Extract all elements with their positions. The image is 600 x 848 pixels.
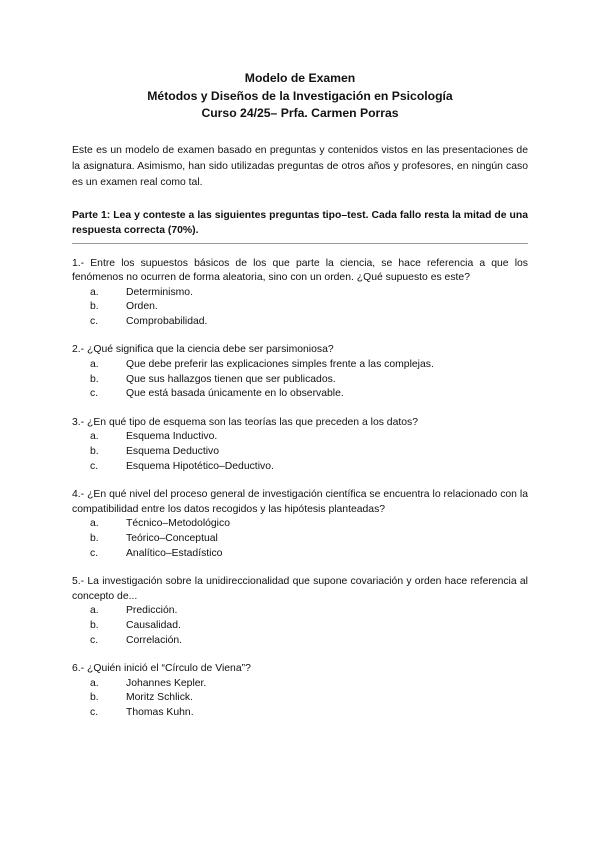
option-letter: a. (90, 286, 99, 298)
answer-option (72, 677, 528, 692)
option-text: Thomas Kuhn. (126, 706, 194, 718)
answer-option (72, 706, 528, 721)
exam-header (72, 70, 528, 123)
option-letter: a. (90, 518, 99, 530)
option-text: Que debe preferir las explicaciones simples frente a las complejas. (126, 359, 434, 371)
option-letter: b. (90, 619, 99, 631)
question-text: 4.- ¿En qué nivel del proceso general de investigación científica se encuentra lo relacionado con la compatibilidad entre los datos recogidos y las hipótesis planteadas? (72, 489, 528, 515)
course-info: Curso 24/25– Prfa. Carmen Porras (201, 106, 399, 120)
answer-option (72, 445, 528, 460)
answer-option (72, 358, 528, 373)
question-6 (72, 662, 528, 720)
exam-title: Modelo de Examen (244, 71, 356, 85)
answer-options (72, 604, 528, 648)
divider (72, 243, 528, 244)
question-1 (72, 257, 528, 330)
option-letter: c. (90, 388, 99, 400)
answer-option (72, 532, 528, 547)
answer-option (72, 373, 528, 388)
option-letter: b. (90, 692, 99, 704)
option-letter: b. (90, 446, 99, 458)
option-text: Esquema Inductivo. (126, 431, 218, 443)
answer-option (72, 300, 528, 315)
question-text: 1.- Entre los supuestos básicos de los que parte la ciencia, se hace referencia a que los fenómenos no ocurren de forma aleatoria, sino con un orden. ¿Qué supuesto es este? (72, 257, 528, 284)
option-text: Que sus hallazgos tienen que ser publicados. (126, 373, 336, 385)
option-letter: c. (90, 634, 99, 646)
questions-list (72, 257, 528, 721)
answer-options (72, 286, 528, 330)
answer-options (72, 677, 528, 721)
question-2 (72, 343, 528, 401)
question-text: 3.- ¿En qué tipo de esquema son las teorías las que preceden a los datos? (72, 416, 418, 428)
option-text: Determinismo. (126, 286, 193, 298)
option-letter: c. (90, 460, 99, 472)
option-letter: b. (90, 301, 99, 313)
question-4 (72, 488, 528, 561)
answer-option (72, 619, 528, 634)
exam-page (72, 70, 528, 721)
option-text: Técnico–Metodológico (126, 518, 230, 530)
option-text: Esquema Deductivo (126, 446, 219, 458)
option-letter: b. (90, 373, 99, 385)
subject-title: Métodos y Diseños de la Investigación en Psicología (147, 88, 453, 103)
option-letter: a. (90, 359, 99, 371)
option-text: Orden. (126, 301, 158, 313)
option-letter: c. (90, 315, 99, 327)
answer-option (72, 604, 528, 619)
option-text: Que está basada únicamente en lo observable. (126, 388, 344, 400)
answer-option (72, 517, 528, 532)
answer-options (72, 430, 528, 474)
option-text: Analítico–Estadístico (126, 547, 223, 559)
answer-option (72, 460, 528, 475)
option-letter: b. (90, 533, 99, 544)
question-text: 5.- La investigación sobre la unidireccionalidad que supone covariación y orden hace referencia al concepto de... (72, 576, 528, 602)
part-1-title: Parte 1: Lea y conteste a las siguientes preguntas tipo–test. Cada fallo resta la mitad de una respuesta correcta (70%). (72, 209, 528, 236)
answer-option (72, 387, 528, 402)
answer-option (72, 634, 528, 649)
intro-paragraph: Este es un modelo de examen basado en preguntas y contenidos vistos en las presentaciones de la asignatura. Asimismo, han sido utilizadas preguntas de otros años y profesores, en ningún caso es un examen real como tal. (72, 144, 528, 188)
answer-options (72, 358, 528, 402)
option-letter: a. (90, 677, 99, 689)
option-letter: c. (90, 706, 99, 718)
answer-option (72, 286, 528, 301)
option-text: Esquema Hipotético–Deductivo. (126, 460, 274, 472)
question-text: 2.- ¿Qué significa que la ciencia debe ser parsimoniosa? (72, 344, 334, 356)
question-text: 6.- ¿Quién inició el “Círculo de Viena”? (72, 663, 251, 675)
answer-option (72, 691, 528, 706)
option-letter: c. (90, 547, 99, 559)
option-letter: a. (90, 605, 99, 617)
option-letter: a. (90, 431, 99, 443)
option-text: Correlación. (126, 634, 183, 646)
answer-option (72, 547, 528, 562)
option-text: Teórico–Conceptual (126, 533, 218, 544)
option-text: Causalidad. (126, 619, 181, 631)
option-text: Predicción. (126, 605, 178, 617)
answer-option (72, 430, 528, 445)
answer-options (72, 517, 528, 561)
question-3 (72, 416, 528, 474)
option-text: Moritz Schlick. (126, 692, 193, 704)
answer-option (72, 315, 528, 330)
question-5 (72, 575, 528, 648)
option-text: Johannes Kepler. (126, 677, 207, 689)
option-text: Comprobabilidad. (126, 315, 208, 327)
